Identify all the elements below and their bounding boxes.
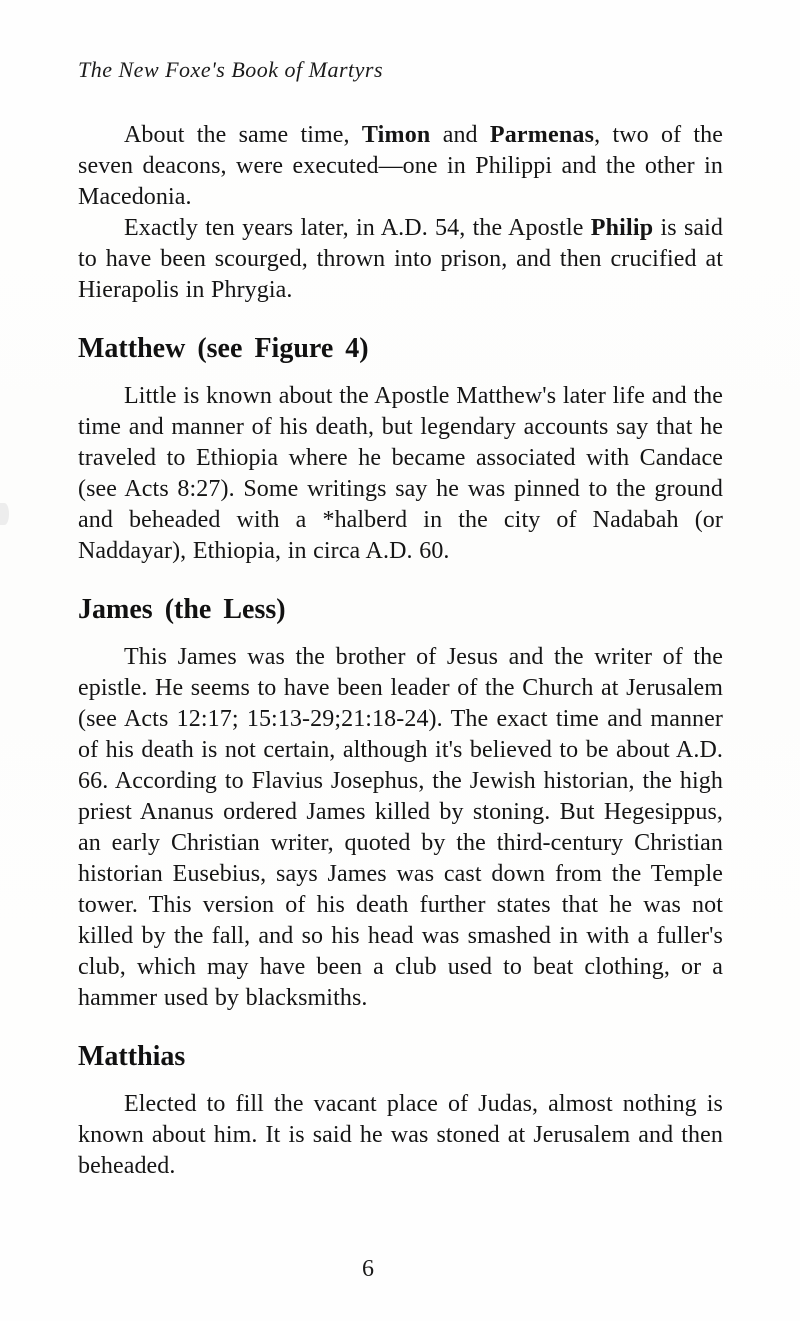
paragraph-timon-parmenas <box>78 120 723 213</box>
paragraph-james <box>78 642 723 1014</box>
text-segment: , two of the seven deacons, were executed—one in Philippi and the other in Macedonia. <box>78 122 724 210</box>
heading-matthew: Matthew (see Figure 4) <box>78 333 369 364</box>
paragraph-matthew <box>78 381 723 567</box>
name-parmenas: Parmenas <box>489 122 595 148</box>
text-segment: About the same time, <box>124 122 362 148</box>
text-segment: Elected to fill the vacant place of Judas, almost nothing is known about him. It is said he was stoned at Jerusalem and then beheaded. <box>78 1091 723 1179</box>
name-philip: Philip <box>590 215 654 241</box>
section-intro <box>78 120 723 306</box>
running-header: The New Foxe's Book of Martyrs <box>78 57 384 82</box>
heading-matthias: Matthias <box>78 1041 186 1072</box>
name-timon: Timon <box>361 122 431 148</box>
section-james-the-less <box>78 595 723 1014</box>
heading-james-the-less: James (the Less) <box>78 594 286 625</box>
paragraph-matthias <box>78 1089 723 1182</box>
section-matthias <box>78 1042 723 1182</box>
text-segment: Little is known about the Apostle Matthew's later life and the time and manner of his death, but legendary accounts say that he traveled to Ethiopia where he became associated with Candace (see Acts 8:27). Some writings say he was pinned to the ground and beheaded with a *halberd in the city of Nadabah (or Naddayar), Ethiopia, in circa A.D. 60. <box>78 383 723 564</box>
text-segment: is said to have been scourged, thrown into prison, and then crucified at Hierapolis in Phrygia. <box>78 215 724 303</box>
scan-artifact-mark <box>0 503 9 525</box>
page-number: 6 <box>362 1256 374 1282</box>
text-segment: and <box>430 122 490 148</box>
paragraph-philip <box>78 213 723 306</box>
section-matthew <box>78 334 723 567</box>
text-segment: This James was the brother of Jesus and the writer of the epistle. He seems to have been leader of the Church at Jerusalem (see Acts 12:17; 15:13-29;21:18-24). The exact time and manner of his death is not certain, although it's believed to be about A.D. 66. According to Flavius Josephus, the Jewish historian, the high priest Ananus ordered James killed by stoning. But Hegesippus, an early Christian writer, quoted by the third-century Christian historian Eusebius, says James was cast down from the Temple tower. This version of his death further states that he was not killed by the fall, and so his head was smashed in with a fuller's club, which may have been a club used to beat clothing, or a hammer used by blacksmiths. <box>78 644 723 1011</box>
text-segment: Exactly ten years later, in A.D. 54, the Apostle <box>124 215 591 241</box>
